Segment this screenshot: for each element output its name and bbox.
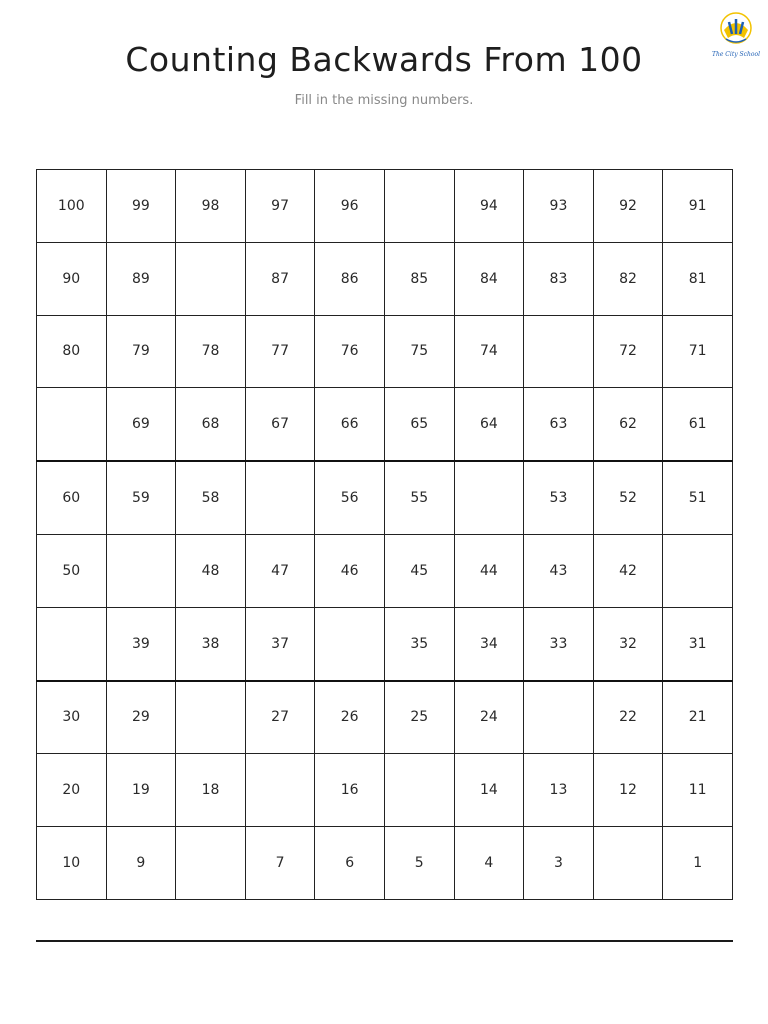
grid-row — [37, 534, 733, 607]
number-cell: 65 — [384, 388, 454, 461]
number-cell: 75 — [384, 315, 454, 388]
number-cell: 37 — [245, 607, 315, 680]
number-cell: 56 — [315, 461, 385, 534]
number-cell: 64 — [454, 388, 524, 461]
number-cell: 33 — [524, 607, 594, 680]
number-cell: 79 — [106, 315, 176, 388]
blank-cell[interactable] — [315, 607, 385, 680]
grid-row — [37, 315, 733, 388]
number-cell: 13 — [524, 754, 594, 827]
number-cell: 18 — [176, 754, 246, 827]
number-cell: 53 — [524, 461, 594, 534]
number-cell: 84 — [454, 242, 524, 315]
instructions: Fill in the missing numbers. — [294, 93, 474, 108]
school-crest-icon — [708, 10, 764, 60]
number-cell: 44 — [454, 534, 524, 607]
blank-cell[interactable] — [37, 607, 107, 680]
number-cell: 11 — [663, 754, 733, 827]
blank-cell[interactable] — [245, 754, 315, 827]
grid-row — [37, 461, 733, 534]
number-cell: 3 — [524, 827, 594, 900]
number-cell: 94 — [454, 170, 524, 243]
number-cell: 77 — [245, 315, 315, 388]
number-cell: 66 — [315, 388, 385, 461]
page-title: Counting Backwards From 100 — [125, 40, 643, 79]
grid-row — [37, 607, 733, 680]
number-cell: 99 — [106, 170, 176, 243]
grid-row — [37, 754, 733, 827]
number-grid — [36, 169, 733, 900]
number-cell: 72 — [593, 315, 663, 388]
number-cell: 67 — [245, 388, 315, 461]
number-cell: 55 — [384, 461, 454, 534]
number-cell: 9 — [106, 827, 176, 900]
number-cell: 27 — [245, 681, 315, 754]
number-cell: 7 — [245, 827, 315, 900]
number-cell: 34 — [454, 607, 524, 680]
number-cell: 38 — [176, 607, 246, 680]
number-cell: 96 — [315, 170, 385, 243]
number-cell: 60 — [37, 461, 107, 534]
blank-cell[interactable] — [384, 754, 454, 827]
number-cell: 45 — [384, 534, 454, 607]
number-cell: 68 — [176, 388, 246, 461]
grid-row — [37, 170, 733, 243]
number-cell: 22 — [593, 681, 663, 754]
number-cell: 97 — [245, 170, 315, 243]
number-cell: 47 — [245, 534, 315, 607]
number-cell: 62 — [593, 388, 663, 461]
number-cell: 80 — [37, 315, 107, 388]
number-cell: 87 — [245, 242, 315, 315]
number-cell: 93 — [524, 170, 594, 243]
number-cell: 83 — [524, 242, 594, 315]
grid-row — [37, 681, 733, 754]
number-cell: 20 — [37, 754, 107, 827]
number-cell: 61 — [663, 388, 733, 461]
number-cell: 86 — [315, 242, 385, 315]
number-cell: 4 — [454, 827, 524, 900]
number-cell: 63 — [524, 388, 594, 461]
number-cell: 71 — [663, 315, 733, 388]
blank-cell[interactable] — [245, 461, 315, 534]
number-cell: 100 — [37, 170, 107, 243]
number-cell: 98 — [176, 170, 246, 243]
blank-cell[interactable] — [106, 534, 176, 607]
number-cell: 25 — [384, 681, 454, 754]
blank-cell[interactable] — [663, 534, 733, 607]
number-cell: 32 — [593, 607, 663, 680]
blank-cell[interactable] — [454, 461, 524, 534]
number-cell: 92 — [593, 170, 663, 243]
blank-cell[interactable] — [524, 315, 594, 388]
grid-row — [37, 827, 733, 900]
number-cell: 21 — [663, 681, 733, 754]
number-cell: 48 — [176, 534, 246, 607]
number-cell: 85 — [384, 242, 454, 315]
grid-row — [37, 242, 733, 315]
school-logo — [708, 10, 764, 60]
number-cell: 14 — [454, 754, 524, 827]
number-cell: 74 — [454, 315, 524, 388]
number-cell: 69 — [106, 388, 176, 461]
blank-cell[interactable] — [176, 681, 246, 754]
blank-cell[interactable] — [384, 170, 454, 243]
number-cell: 16 — [315, 754, 385, 827]
number-cell: 30 — [37, 681, 107, 754]
number-cell: 59 — [106, 461, 176, 534]
number-cell: 5 — [384, 827, 454, 900]
number-cell: 50 — [37, 534, 107, 607]
number-cell: 1 — [663, 827, 733, 900]
logo-caption: The City School — [711, 51, 761, 58]
number-cell: 82 — [593, 242, 663, 315]
number-cell: 31 — [663, 607, 733, 680]
number-cell: 76 — [315, 315, 385, 388]
number-cell: 35 — [384, 607, 454, 680]
blank-cell[interactable] — [37, 388, 107, 461]
number-cell: 6 — [315, 827, 385, 900]
blank-cell[interactable] — [176, 242, 246, 315]
blank-cell[interactable] — [524, 681, 594, 754]
number-cell: 51 — [663, 461, 733, 534]
grid-row — [37, 388, 733, 461]
number-cell: 26 — [315, 681, 385, 754]
number-cell: 78 — [176, 315, 246, 388]
blank-cell[interactable] — [593, 827, 663, 900]
number-cell: 10 — [37, 827, 107, 900]
number-cell: 81 — [663, 242, 733, 315]
number-cell: 46 — [315, 534, 385, 607]
number-cell: 52 — [593, 461, 663, 534]
number-cell: 43 — [524, 534, 594, 607]
number-cell: 29 — [106, 681, 176, 754]
number-cell: 89 — [106, 242, 176, 315]
number-cell: 19 — [106, 754, 176, 827]
number-cell: 42 — [593, 534, 663, 607]
number-cell: 58 — [176, 461, 246, 534]
blank-cell[interactable] — [176, 827, 246, 900]
bottom-rule — [36, 940, 733, 942]
number-cell: 90 — [37, 242, 107, 315]
number-cell: 39 — [106, 607, 176, 680]
number-cell: 91 — [663, 170, 733, 243]
number-cell: 24 — [454, 681, 524, 754]
number-cell: 12 — [593, 754, 663, 827]
